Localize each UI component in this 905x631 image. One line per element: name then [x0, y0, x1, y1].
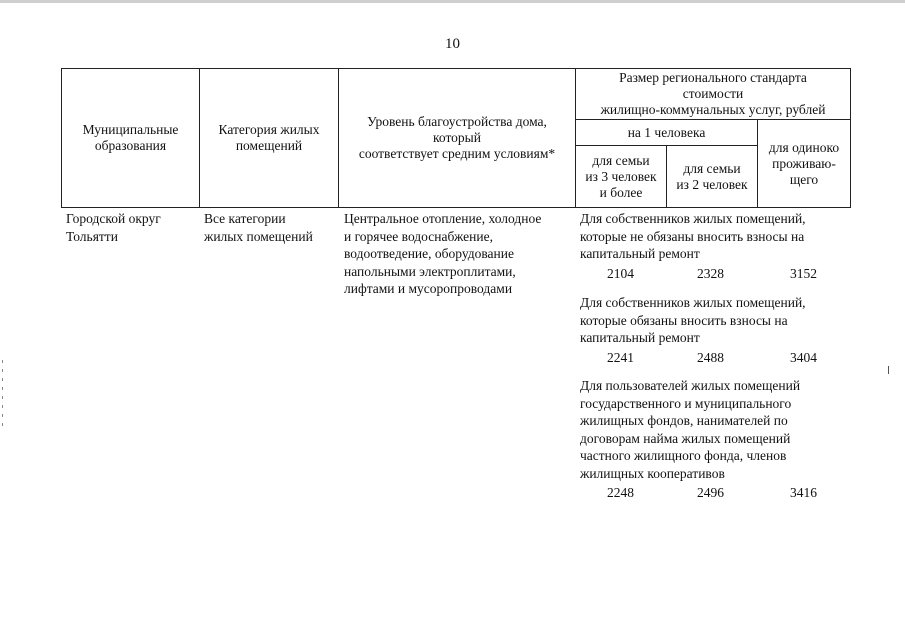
value-single: 3416 [790, 485, 817, 500]
header-level [339, 69, 575, 207]
header-family3-label: для семьи из 3 человек и более [585, 152, 657, 200]
header-per-person [576, 120, 757, 145]
header-family2-label: для семьи из 2 человек [676, 160, 748, 192]
header-standard [576, 69, 850, 119]
header-family3 [576, 146, 666, 207]
group-values [580, 350, 852, 370]
group-label: Для пользователей жилых помещений государственного и муниципального жилищных фондов, нанимателей по договорам найма жилых помещений частного жилищного фонда, членов жилищных кооперативов [580, 378, 801, 481]
value-family2: 2488 [697, 349, 724, 365]
value-family3: 2248 [607, 485, 634, 500]
header-standard-label: Размер регионального стандарта стоимости жилищно-коммунальных услуг, рублей [600, 70, 826, 117]
header-per-person-label: на 1 человека [627, 124, 706, 140]
header-municipality [62, 69, 199, 207]
scan-edge [0, 0, 905, 3]
value-family2: 2496 [697, 485, 724, 500]
value-single: 3152 [790, 265, 817, 281]
header-category-label: Категория жилых помещений [218, 122, 320, 153]
group-values [580, 266, 852, 286]
header-family2 [667, 146, 757, 207]
group-non-obligated-owners [580, 210, 852, 286]
scan-mark [888, 366, 889, 374]
group-obligated-owners [580, 294, 852, 370]
group-label: Для собственников жилых помещений, которые не обязаны вносить взносы на капитальный ремонт [580, 211, 806, 261]
group-label: Для собственников жилых помещений, которые обязаны вносить взносы на капитальный ремонт [580, 295, 806, 345]
value-family3: 2241 [607, 349, 634, 365]
value-single: 3404 [790, 349, 817, 365]
page-number: 10 [445, 36, 460, 52]
value-family3: 2104 [607, 265, 634, 281]
header-municipality-label: Муниципальные образования [82, 122, 179, 153]
header-category [200, 69, 338, 207]
header-single [758, 120, 850, 207]
scan-margin-marks [2, 360, 3, 430]
group-users-tenants-cooperatives [580, 377, 852, 505]
row-category: Все категории жилых помещений [204, 211, 313, 244]
header-single-label: для одиноко проживаю- щего [768, 139, 840, 187]
value-family2: 2328 [697, 265, 724, 281]
row-level: Центральное отопление, холодное и горячее водоснабжение, водоотведение, оборудование напольными электроплитами, лифтами и мусоропроводами [344, 211, 542, 296]
group-values [580, 485, 852, 505]
header-level-label: Уровень благоустройства дома, который соответствует средним условиям* [358, 114, 556, 161]
row-municipality: Городской округ Тольятти [66, 211, 161, 244]
